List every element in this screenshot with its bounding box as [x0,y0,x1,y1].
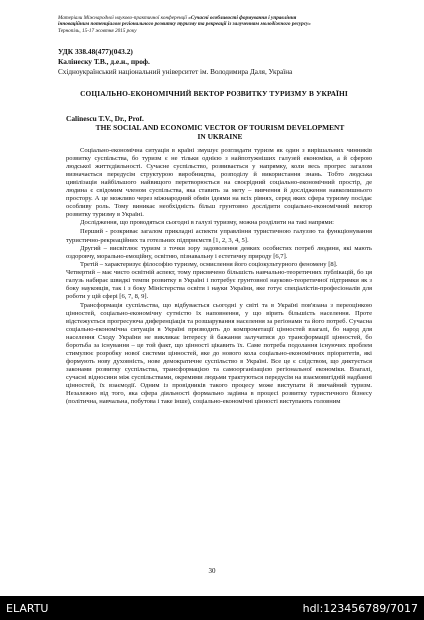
body-paragraph: Соціально-економічна ситуація в країні змушує розглядати туризм як один з вирішальних чинників розвитку суспільства, бо туризм є не тільки однією з найпотужніших галузей економіки, а й сферою людської життєдіяльності. Сучасне суспільство, розвивається у напрямку, коли весь прогрес загалом визначається передусім структурою виробництва, розподілу й використання знань. Тобто людська цивілізація найбільшого найвищого перетворюється на своєрідний соціально-економічний простір, де людина є свідомим членом суспільства, яка ставить за мету – вивчення й дослідження навколишнього простору. А це можливо через міжнародний обмін ідеями на всіх рівнях, серед яких сфера туризму посідає особливу роль. Тому виникає необхідність більш грунтовно дослідити соціально-економічний вектор розвитку туризму в Україні. [66,147,372,219]
body-paragraph: Четвертий – має чисто освітній аспект, тому присвячено більшість навчально-теоретичних публікацій, бо ця галузь набирає швидкі темпи розвитку в Україні і потребує грунтовної науково-теоретичної підтримки як з боку науковців, так і з боку Міністерства освіти і науки України, яке готує спеціалістів-професіоналів для роботи у цій сфері [6, 7, 8, 9]. [66,268,372,300]
conference-header-title-2: інноваційним потенціалом регіонального розвитку туризму та рекреації із залученням молодіжного ресурсу» [58,21,311,28]
body-paragraph: Трансформація суспільства, що відбувається сьогодні у світі та в Україні пов'язана з переоцінкою цінностей, соціально-економічну сутністю їх наповнення, у що вірить більшість населення. Проте відстежується прогресуюча диференціація та розшарування населення за регіонами та його потреб. Сучасна соціально-економічна ситуація в Україні призводить до компрометації цінностей взагалі, бо народ для населення Сходу України не викликає інтересу й бажання залучатися до трансформації цінностей, бо боротьба за існування – це той факт, що цінності цікавить їх. Саме потреба подолання існуючих проблем стимулює розробку нової системи цінностей, яке до нового кола соціально-економічних пріоритетів, які формують нову духовність, нове демократичне суспільство в Україні. Все це є слідством, що диктується законами розвитку суспільства, трансформацією та самоорганізацією регіональної економіки. Взагалі, сучасні відносини між суспільствами, окремими людьми трактуються передусім на взаємовигідній надбанні цінностей, їх взаємодії. Одним із провідників такого процесу може виступати й звичайний туризм. Незалежно від того, яка сфера діяльності формально задіяна в процесі розвитку туристичного бізнесу (політична, навчальна, побутова і таке інше), соціально-економічні цінності виступають головним [66,301,372,406]
repository-name: ELARTU [6,602,49,615]
body-paragraph: Третій – характеризує філософію туризму, осмислення його соціокультурного феномену [8]. [80,260,338,268]
body-paragraph: Дослідження, що проводяться сьогодні в галузі туризму, можна розділити на такі напрями: [80,219,334,227]
author-name-en: Calinescu T.V., Dr., Prof. [66,114,144,123]
page-number: 30 [208,567,216,575]
body-paragraph: Другий – висвітлює туризм з точки зору задоволення деяких особистих потреб людини, які мають оздоровчу, морально-емоційну, освітню, пізнавальну і естетичну природу [6,7]. [66,244,372,260]
article-title-ua: СОЦІАЛЬНО-ЕКОНОМІЧНИЙ ВЕКТОР РОЗВИТКУ ТУРИЗМУ В УКРАЇНІ [80,89,348,98]
conference-header [58,15,374,34]
conference-header-prefix: Матеріали Міжнародної науково-практичної конференції [58,15,189,21]
article-body [66,147,372,407]
handle-identifier: hdl:123456789/7017 [302,602,418,615]
author-affiliation: Східноукраїнський національний університет ім. Володимира Даля, Україна [58,68,293,76]
author-name: Калінеску Т.В., д.е.н., проф. [58,57,150,66]
article-title-en-line-1: THE SOCIAL AND ECONOMIC VECTOR OF TOURISM DEVELOPMENT [95,123,345,132]
article-title-en [70,124,370,141]
repository-footer-bar [0,596,424,620]
conference-header-date: Тернопіль, 15-17 жовтня 2015 року [58,27,137,34]
udk-code: УДК 338.48(477)(043.2) [58,47,133,56]
body-paragraph: Перший - розкриває загалом прикладні аспекти управління туристичною галуззю та функціонування туристично-рекреаційних та готельних підприємств [1, 2, 3, 4, 5]. [66,228,372,244]
conference-header-title-1: «Сучасні особливості формування і управління [188,15,297,21]
article-title-en-line-2: IN UKRAINE [197,131,243,141]
